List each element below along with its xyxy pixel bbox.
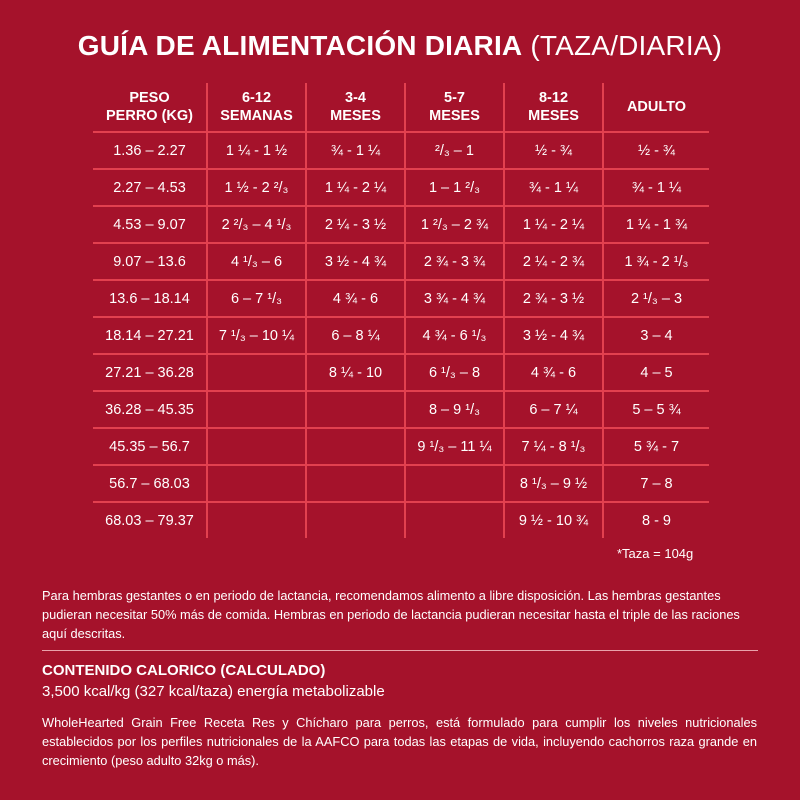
portion-cell: 1 ½ - 2 ²/₃: [207, 169, 306, 206]
portion-cell: [306, 428, 405, 465]
portion-cell: 6 – 7 ¼: [504, 391, 603, 428]
portion-cell: 3 ½ - 4 ¾: [504, 317, 603, 354]
portion-cell: ½ - ¾: [603, 132, 709, 169]
column-header: [603, 83, 709, 132]
title-unit: (TAZA/DIARIA): [530, 30, 723, 61]
portion-cell: [207, 465, 306, 502]
portion-cell: ²/₃ – 1: [405, 132, 504, 169]
portion-cell: 7 ¹/₃ – 10 ¼: [207, 317, 306, 354]
weight-cell: 2.27 – 4.53: [93, 169, 207, 206]
portion-cell: 2 ¼ - 2 ¾: [504, 243, 603, 280]
portion-cell: 9 ¹/₃ – 11 ¼: [405, 428, 504, 465]
table-row: [93, 169, 709, 206]
column-header: [405, 83, 504, 132]
feeding-table-header: [93, 83, 709, 132]
portion-cell: [405, 465, 504, 502]
portion-cell: 1 ¼ - 2 ¼: [306, 169, 405, 206]
column-header-line: PESO: [129, 90, 170, 106]
portion-cell: 4 ¾ - 6: [306, 280, 405, 317]
portion-cell: 3 ¾ - 4 ¾: [405, 280, 504, 317]
page-title: [0, 30, 800, 62]
portion-cell: 2 ¹/₃ – 3: [603, 280, 709, 317]
feeding-table-body: [93, 132, 709, 538]
portion-cell: 8 ¼ - 10: [306, 354, 405, 391]
portion-cell: [207, 428, 306, 465]
column-header: [207, 83, 306, 132]
table-row: [93, 502, 709, 538]
portion-cell: 2 ¼ - 3 ½: [306, 206, 405, 243]
portion-cell: 4 – 5: [603, 354, 709, 391]
calorie-value: 3,500 kcal/kg (327 kcal/taza) energía metabolizable: [42, 683, 385, 700]
portion-cell: [207, 502, 306, 538]
portion-cell: 1 ¼ - 1 ¾: [603, 206, 709, 243]
column-header: [504, 83, 603, 132]
column-header-line: SEMANAS: [220, 108, 293, 124]
header-row: [93, 83, 709, 132]
weight-cell: 9.07 – 13.6: [93, 243, 207, 280]
portion-cell: 6 – 8 ¼: [306, 317, 405, 354]
weight-cell: 68.03 – 79.37: [93, 502, 207, 538]
portion-cell: 5 ¾ - 7: [603, 428, 709, 465]
weight-cell: 4.53 – 9.07: [93, 206, 207, 243]
weight-cell: 45.35 – 56.7: [93, 428, 207, 465]
portion-cell: 2 ¾ - 3 ¾: [405, 243, 504, 280]
cup-weight-note: *Taza = 104g: [617, 546, 694, 561]
weight-cell: 18.14 – 27.21: [93, 317, 207, 354]
portion-cell: 7 ¼ - 8 ¹/₃: [504, 428, 603, 465]
portion-cell: 7 – 8: [603, 465, 709, 502]
aafco-paragraph: WholeHearted Grain Free Receta Res y Chícharo para perros, está formulado para cumplir los niveles nutricionales establecidos por los perfiles nutricionales de la AAFCO para todas las etapas de vida, incluyendo cachorros raza grande en crecimiento (peso adulto 32kg o más).: [42, 715, 757, 768]
portion-cell: 3 ½ - 4 ¾: [306, 243, 405, 280]
table-row: [93, 206, 709, 243]
portion-cell: 1 ¼ - 2 ¼: [504, 206, 603, 243]
portion-cell: 4 ¹/₃ – 6: [207, 243, 306, 280]
portion-cell: [306, 502, 405, 538]
portion-cell: 6 – 7 ¹/₃: [207, 280, 306, 317]
table-row: [93, 428, 709, 465]
portion-cell: 8 ¹/₃ – 9 ½: [504, 465, 603, 502]
portion-cell: 1 ¼ - 1 ½: [207, 132, 306, 169]
column-header-line: 6-12: [241, 90, 272, 106]
section-divider: [42, 650, 758, 651]
column-header-line: ADULTO: [626, 99, 687, 115]
portion-cell: 3 – 4: [603, 317, 709, 354]
column-header: [306, 83, 405, 132]
table-row: [93, 243, 709, 280]
column-header-line: MESES: [330, 108, 381, 124]
table-row: [93, 354, 709, 391]
column-header-line: 5-7: [444, 90, 465, 106]
column-header-line: MESES: [429, 108, 480, 124]
weight-cell: 56.7 – 68.03: [93, 465, 207, 502]
portion-cell: 8 - 9: [641, 512, 671, 529]
table-row: [93, 132, 709, 169]
title-main: GUÍA DE ALIMENTACIÓN DIARIA: [77, 30, 523, 61]
portion-cell: 9 ½ - 10 ¾: [504, 502, 603, 538]
lactation-paragraph: Para hembras gestantes o en periodo de lactancia, recomendamos alimento a libre disposición. Las hembras gestantes pudieran necesitar 50% más de comida. Hembras en periodo de lactancia pudieran necesitar hasta el triple de las raciones aquí descritas.: [42, 588, 740, 641]
column-header-line: PERRO (KG): [106, 108, 193, 124]
weight-cell: 13.6 – 18.14: [93, 280, 207, 317]
portion-cell: 4 ¾ - 6: [504, 354, 603, 391]
portion-cell: 1 ²/₃ – 2 ¾: [405, 206, 504, 243]
weight-cell: 27.21 – 36.28: [93, 354, 207, 391]
portion-cell: ¾ - 1 ¼: [306, 132, 405, 169]
portion-cell: ¾ - 1 ¼: [603, 169, 709, 206]
portion-cell: 1 – 1 ²/₃: [405, 169, 504, 206]
column-header-line: 8-12: [538, 90, 569, 106]
column-header-line: 3-4: [345, 90, 366, 106]
portion-cell: [207, 354, 306, 391]
feeding-table: [93, 83, 709, 538]
weight-cell: 36.28 – 45.35: [93, 391, 207, 428]
portion-cell: ¾ - 1 ¼: [504, 169, 603, 206]
table-row: [93, 317, 709, 354]
portion-cell: [306, 465, 405, 502]
portion-cell: [207, 391, 306, 428]
table-row: [93, 280, 709, 317]
table-row: [93, 391, 709, 428]
column-header: [93, 83, 207, 132]
portion-cell: 1 ¾ - 2 ¹/₃: [603, 243, 709, 280]
portion-cell: 2 ²/₃ – 4 ¹/₃: [207, 206, 306, 243]
column-header-line: MESES: [528, 108, 579, 124]
weight-cell: 1.36 – 2.27: [93, 132, 207, 169]
portion-cell: ½ - ¾: [504, 132, 603, 169]
portion-cell: 6 ¹/₃ – 8: [405, 354, 504, 391]
portion-cell: [306, 391, 405, 428]
portion-cell: 5 – 5 ¾: [603, 391, 709, 428]
calorie-heading: CONTENIDO CALORICO (CALCULADO): [42, 662, 326, 679]
portion-cell: 8 – 9 ¹/₃: [405, 391, 504, 428]
portion-cell: 2 ¾ - 3 ½: [504, 280, 603, 317]
portion-cell: 4 ¾ - 6 ¹/₃: [405, 317, 504, 354]
table-row: [93, 465, 709, 502]
portion-cell: [405, 502, 504, 538]
